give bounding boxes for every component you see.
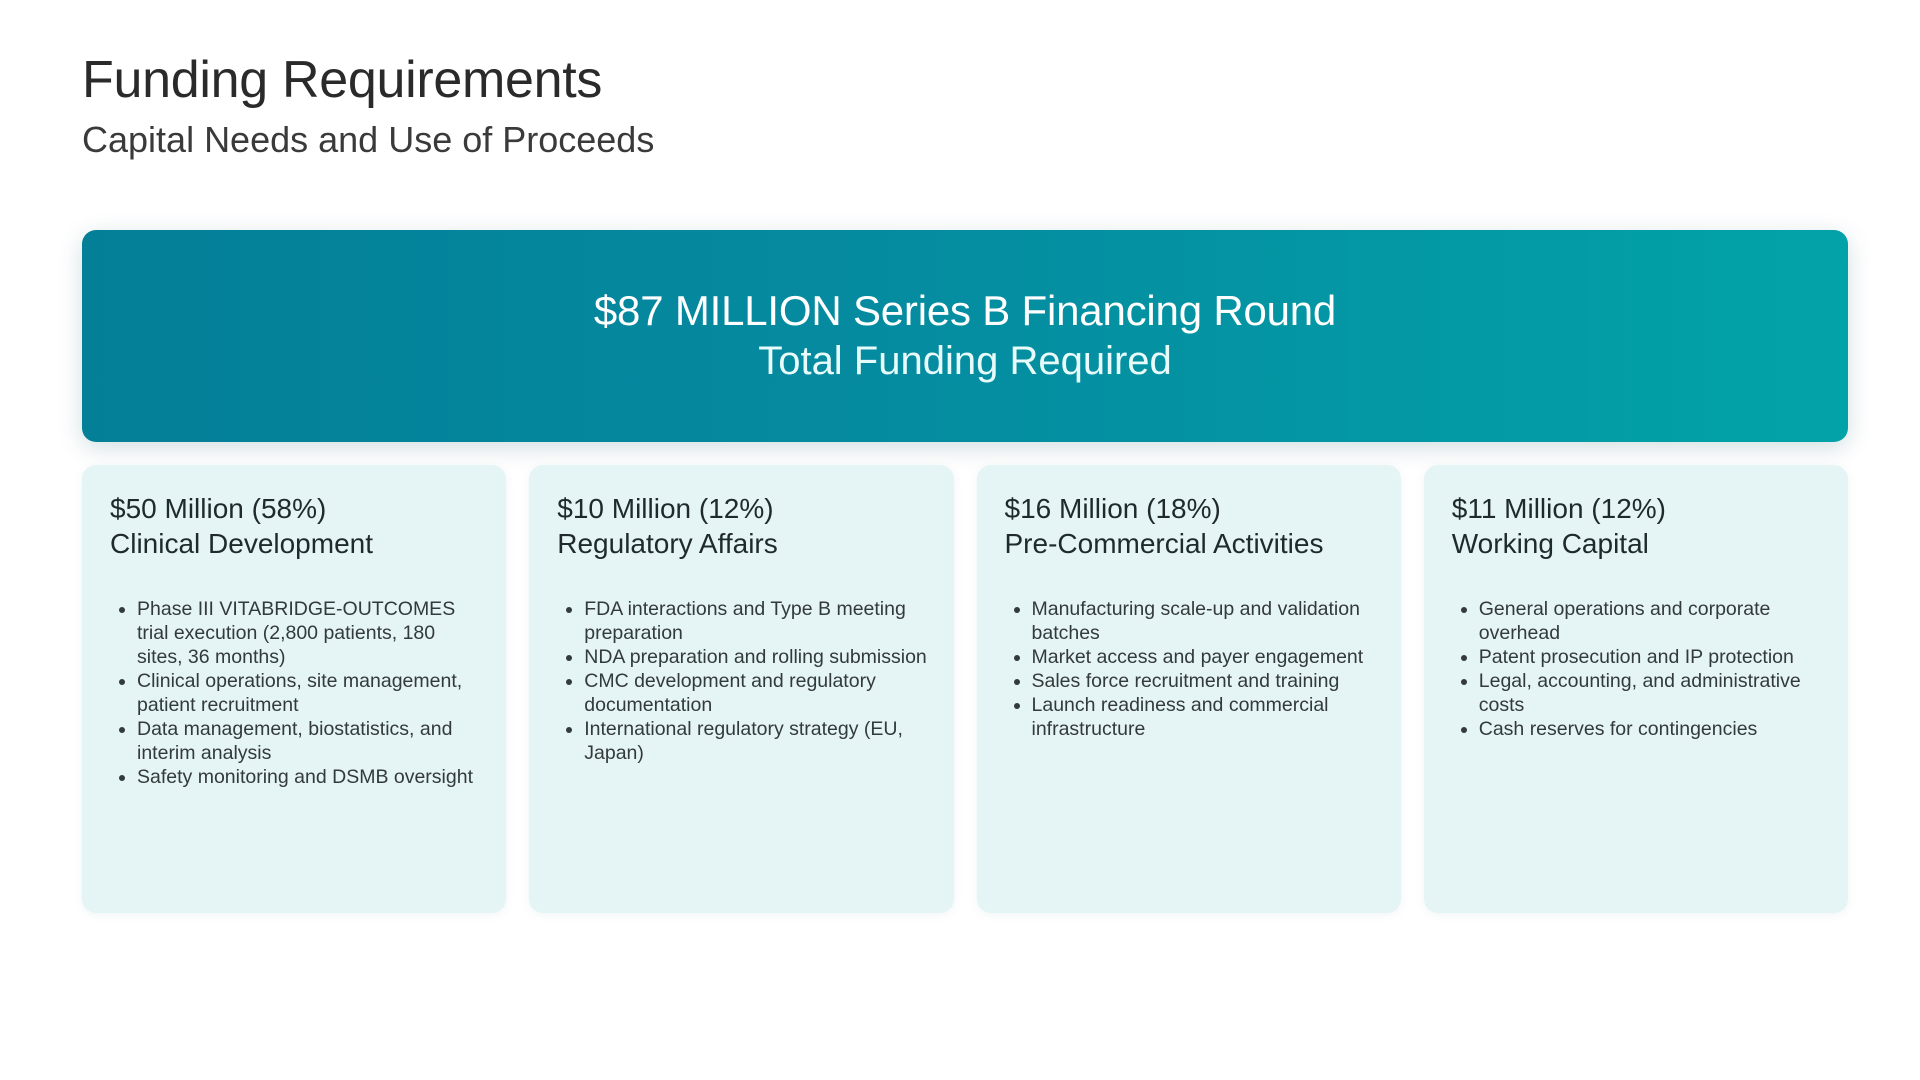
- card-amount: $16 Million (18%): [1004, 493, 1221, 524]
- card-bullet-list: [1452, 597, 1822, 741]
- card-regulatory-affairs: [529, 465, 953, 913]
- list-item: • FDA interactions and Type B meeting preparation: [584, 597, 927, 645]
- card-name: Clinical Development: [110, 528, 374, 559]
- list-item: • Safety monitoring and DSMB oversight: [137, 765, 480, 789]
- list-item: • Phase III VITABRIDGE-OUTCOMES trial execution (2,800 patients, 180 sites, 36 months): [137, 597, 480, 669]
- card-bullet-list: [110, 597, 480, 789]
- card-name: Pre-Commercial Activities: [1004, 528, 1324, 559]
- list-item: • International regulatory strategy (EU, Japan): [584, 717, 927, 765]
- list-item: • Market access and payer engagement: [1032, 645, 1375, 669]
- funding-total-banner: [82, 230, 1848, 442]
- card-pre-commercial-activities: [977, 465, 1401, 913]
- list-item: • Patent prosecution and IP protection: [1479, 645, 1822, 669]
- card-clinical-development: [82, 465, 506, 913]
- list-item: • CMC development and regulatory documentation: [584, 669, 927, 717]
- list-item: • Legal, accounting, and administrative costs: [1479, 669, 1822, 717]
- list-item: • Sales force recruitment and training: [1032, 669, 1375, 693]
- list-item: • General operations and corporate overhead: [1479, 597, 1822, 645]
- card-amount: $10 Million (12%): [557, 493, 774, 524]
- card-name: Working Capital: [1451, 528, 1649, 559]
- card-bullet-list: [557, 597, 927, 765]
- allocation-cards: [82, 465, 1848, 913]
- list-item: • Manufacturing scale-up and validation batches: [1032, 597, 1375, 645]
- card-amount: $11 Million (12%): [1451, 493, 1666, 524]
- list-item: • Cash reserves for contingencies: [1479, 717, 1822, 741]
- page-subtitle: Capital Needs and Use of Proceeds: [82, 119, 655, 160]
- list-item: • Data management, biostatistics, and interim analysis: [137, 717, 480, 765]
- banner-subheadline: Total Funding Required: [758, 339, 1172, 383]
- card-working-capital: [1424, 465, 1848, 913]
- banner-headline: $87 MILLION Series B Financing Round: [593, 287, 1337, 334]
- card-amount: $50 Million (58%): [110, 493, 327, 524]
- page-title: Funding Requirements: [82, 51, 603, 109]
- card-bullet-list: [1005, 597, 1375, 741]
- list-item: • Clinical operations, site management, patient recruitment: [137, 669, 480, 717]
- card-name: Regulatory Affairs: [557, 528, 778, 559]
- list-item: • NDA preparation and rolling submission: [584, 645, 927, 669]
- list-item: • Launch readiness and commercial infrastructure: [1032, 693, 1375, 741]
